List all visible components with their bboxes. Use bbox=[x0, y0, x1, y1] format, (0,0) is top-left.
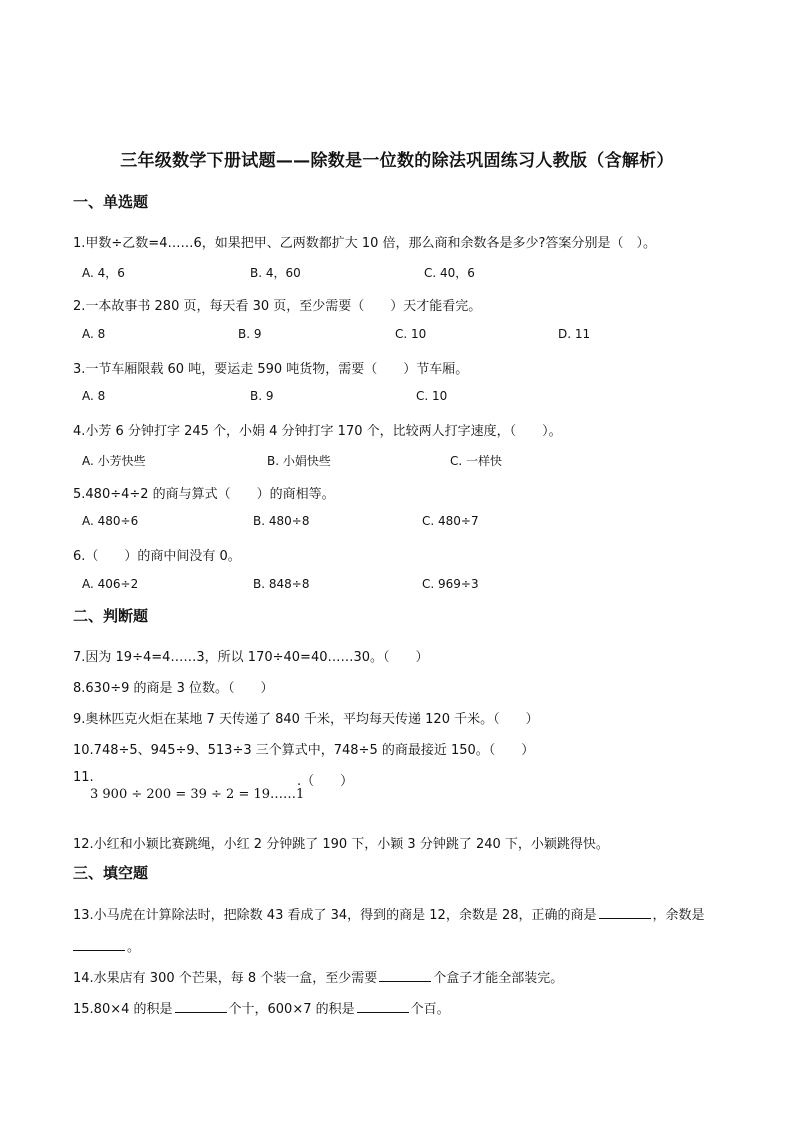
answer-blank bbox=[175, 1000, 227, 1013]
question-8: 8.630÷9 的商是 3 位数。（ ） bbox=[73, 681, 274, 696]
option-3b: B. 9 bbox=[250, 389, 274, 403]
question-11-tail: .（ ） bbox=[297, 774, 354, 789]
option-6a: A. 406÷2 bbox=[82, 577, 139, 591]
question-14-text-a: 14.水果店有 300 个芒果，每 8 个装一盒，至少需要 bbox=[73, 971, 378, 986]
option-5a: A. 480÷6 bbox=[82, 514, 139, 528]
question-12: 12.小红和小颖比赛跳绳，小红 2 分钟跳了 190 下，小颖 3 分钟跳了 240 下，小颖跳得快。 bbox=[73, 837, 609, 852]
question-6: 6.（ ）的商中间没有 0。 bbox=[73, 549, 241, 564]
question-11-formula: 3 900 ÷ 200 = 39 ÷ 2 = 19……1 bbox=[90, 787, 305, 802]
question-15-text-b: 个十，600×7 的积是 bbox=[228, 1002, 355, 1017]
question-13-text-a: 13.小马虎在计算除法时，把除数 43 看成了 34，得到的商是 12，余数是 28，正确的商是 bbox=[73, 908, 597, 923]
option-3a: A. 8 bbox=[82, 389, 106, 403]
question-3: 3.一节车厢限载 60 吨，要运走 590 吨货物，需要（ ）节车厢。 bbox=[73, 362, 469, 377]
question-4: 4.小芳 6 分钟打字 245 个，小娟 4 分钟打字 170 个，比较两人打字速度，（ ）。 bbox=[73, 424, 562, 439]
question-14-text-b: 个盒子才能全部装完。 bbox=[433, 971, 564, 986]
option-1b: B. 4，60 bbox=[250, 266, 301, 280]
option-1c: C. 40，6 bbox=[424, 266, 475, 280]
question-13-text-c: 。 bbox=[127, 940, 141, 955]
option-2b: B. 9 bbox=[238, 327, 262, 341]
section-heading-true-false: 二、判断题 bbox=[73, 607, 149, 625]
question-15-text-c: 个百。 bbox=[410, 1002, 450, 1017]
question-13-line1 bbox=[73, 904, 705, 923]
question-15 bbox=[73, 998, 450, 1017]
section-heading-single-choice: 一、单选题 bbox=[73, 193, 149, 211]
question-15-text-a: 15.80×4 的积是 bbox=[73, 1002, 173, 1017]
answer-blank bbox=[357, 1000, 409, 1013]
question-10: 10.748÷5、945÷9、513÷3 三个算式中，748÷5 的商最接近 150。（ ） bbox=[73, 743, 535, 758]
option-2a: A. 8 bbox=[82, 327, 106, 341]
option-2d: D. 11 bbox=[558, 327, 591, 341]
option-4c: C. 一样快 bbox=[450, 454, 503, 468]
option-2c: C. 10 bbox=[395, 327, 427, 341]
question-1: 1.甲数÷乙数=4……6，如果把甲、乙两数都扩大 10 倍，那么商和余数各是多少?答案分别是（ ）。 bbox=[73, 236, 656, 251]
option-4b: B. 小娟快些 bbox=[267, 454, 331, 468]
question-9: 9.奥林匹克火炬在某地 7 天传递了 840 千米，平均每天传递 120 千米。（ ） bbox=[73, 712, 539, 727]
option-4a: A. 小芳快些 bbox=[82, 454, 146, 468]
option-1a: A. 4，6 bbox=[82, 266, 125, 280]
question-13-text-b: ，余数是 bbox=[652, 908, 705, 923]
option-3c: C. 10 bbox=[416, 389, 448, 403]
question-11-number: 11. bbox=[73, 770, 94, 785]
question-7: 7.因为 19÷4=4……3，所以 170÷40=40……30。（ ） bbox=[73, 650, 429, 665]
question-2: 2.一本故事书 280 页，每天看 30 页，至少需要（ ）天才能看完。 bbox=[73, 299, 482, 314]
answer-blank bbox=[379, 969, 431, 982]
answer-blank bbox=[73, 938, 125, 951]
page-title: 三年级数学下册试题——除数是一位数的除法巩固练习人教版（含解析） bbox=[120, 151, 674, 171]
question-5: 5.480÷4÷2 的商与算式（ ）的商相等。 bbox=[73, 487, 335, 502]
option-5b: B. 480÷8 bbox=[253, 514, 310, 528]
option-5c: C. 480÷7 bbox=[422, 514, 479, 528]
question-13-line2 bbox=[73, 936, 140, 955]
option-6c: C. 969÷3 bbox=[422, 577, 479, 591]
answer-blank bbox=[599, 906, 651, 919]
option-6b: B. 848÷8 bbox=[253, 577, 310, 591]
question-14 bbox=[73, 967, 563, 986]
section-heading-fill-blank: 三、填空题 bbox=[73, 864, 149, 882]
